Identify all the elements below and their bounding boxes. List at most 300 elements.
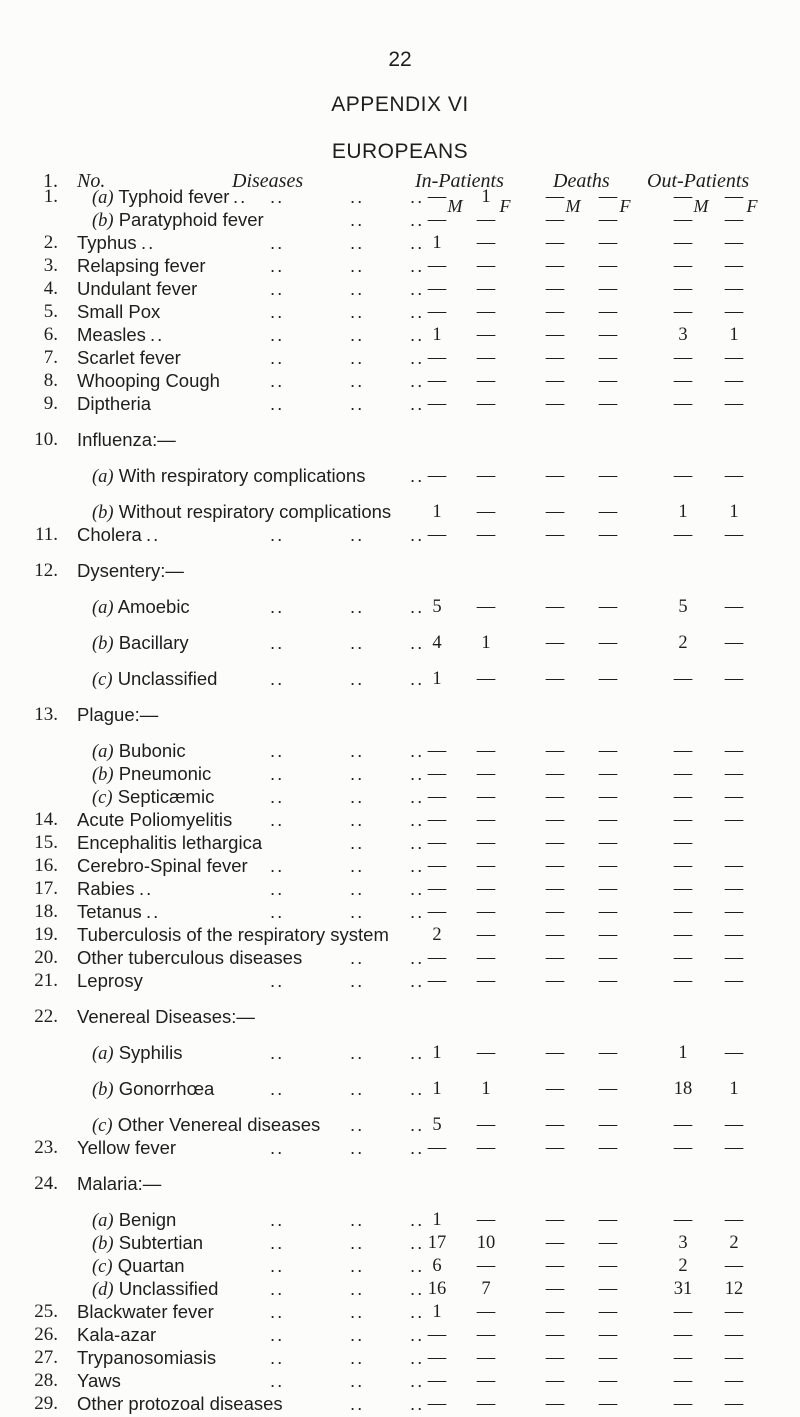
cell-deaths-f: — bbox=[598, 810, 618, 831]
leader-dot: .. bbox=[350, 763, 365, 785]
table-row bbox=[0, 968, 800, 994]
leader-dot: .. bbox=[270, 1137, 285, 1159]
cell-deaths-m: — bbox=[545, 787, 565, 808]
leader-dot: .. bbox=[350, 809, 365, 831]
row-number: 1. bbox=[43, 186, 58, 207]
leader-dot: .. bbox=[270, 878, 285, 900]
leader-dot: .. bbox=[270, 763, 285, 785]
cell-out-f: — bbox=[724, 810, 744, 831]
leader-dot: .. bbox=[270, 392, 285, 414]
cell-out-f: — bbox=[724, 209, 744, 230]
cell-in-f: — bbox=[476, 393, 496, 414]
disease-label bbox=[77, 702, 158, 728]
table-row bbox=[0, 391, 800, 417]
leader-dot: .. bbox=[350, 1042, 365, 1064]
cell-in-f: — bbox=[476, 669, 496, 690]
subcategory-marker: (c) bbox=[92, 1257, 113, 1278]
cell-deaths-f: — bbox=[598, 669, 618, 690]
cell-in-m: — bbox=[427, 301, 447, 322]
cell-out-m: — bbox=[673, 970, 693, 991]
row-number: 26. bbox=[34, 1324, 58, 1346]
disease-label bbox=[92, 594, 190, 621]
cell-deaths-f: — bbox=[598, 1233, 618, 1254]
cell-in-f: — bbox=[476, 833, 496, 854]
cell-out-m: — bbox=[673, 1138, 693, 1159]
cell-in-f: — bbox=[476, 970, 496, 991]
disease-name: Measles bbox=[77, 323, 146, 345]
disease-name: Plague:— bbox=[77, 704, 159, 726]
disease-label bbox=[77, 1135, 176, 1161]
header-diseases: Diseases bbox=[232, 170, 304, 192]
cell-deaths-m: — bbox=[545, 370, 565, 391]
table-row bbox=[0, 522, 800, 548]
cell-deaths-f: — bbox=[598, 465, 618, 486]
leader-dot: .. bbox=[141, 231, 156, 253]
disease-name: Whooping Cough bbox=[77, 369, 220, 391]
sub-in-m: M bbox=[447, 196, 463, 216]
cell-in-m: — bbox=[427, 879, 447, 900]
row-number: 19. bbox=[34, 924, 58, 945]
cell-in-m: 1 bbox=[432, 232, 442, 253]
cell-deaths-f: — bbox=[598, 1079, 618, 1100]
leader-dot: .. bbox=[350, 186, 365, 207]
leader-dot: .. bbox=[146, 901, 161, 923]
leader-dot: .. bbox=[350, 254, 365, 276]
disease-name: Cholera bbox=[77, 523, 142, 545]
cell-deaths-f: — bbox=[598, 1371, 618, 1392]
cell-in-f: — bbox=[476, 1043, 496, 1064]
disease-label bbox=[92, 666, 217, 693]
leader-dot: .. bbox=[410, 186, 425, 207]
leader-dot: .. bbox=[410, 596, 425, 617]
row-number: 21. bbox=[34, 969, 58, 991]
leader-dot: .. bbox=[350, 878, 365, 900]
disease-name: Unclassified bbox=[118, 1278, 219, 1300]
leader-dot: .. bbox=[350, 1078, 365, 1100]
leader-dot: .. bbox=[270, 186, 285, 207]
leader-dots bbox=[0, 1135, 432, 1161]
sub-deaths-m: M bbox=[565, 196, 581, 216]
cell-deaths-m: — bbox=[545, 1256, 565, 1277]
cell-in-m: — bbox=[427, 902, 447, 923]
subcategory-marker: (b) bbox=[92, 765, 114, 786]
cell-out-m: 3 bbox=[678, 1233, 688, 1254]
sub-deaths-f: F bbox=[619, 196, 631, 216]
subcategory-marker: (a) bbox=[92, 188, 114, 208]
cell-in-m: 1 bbox=[432, 501, 442, 522]
row-number: 3. bbox=[43, 254, 58, 276]
leader-dot: .. bbox=[350, 1255, 365, 1277]
leader-dot: .. bbox=[410, 1232, 425, 1254]
cell-in-m: — bbox=[427, 856, 447, 877]
row-number: 28. bbox=[34, 1370, 58, 1392]
leader-dot: .. bbox=[350, 1393, 365, 1415]
leader-dot: .. bbox=[350, 946, 365, 968]
section-title: EUROPEANS bbox=[331, 140, 469, 163]
leader-dot: .. bbox=[410, 1347, 425, 1369]
row-number: 8. bbox=[43, 369, 58, 391]
cell-in-m: — bbox=[427, 1348, 447, 1369]
row-number: 6. bbox=[43, 323, 58, 345]
cell-deaths-m: — bbox=[545, 764, 565, 785]
leader-dot: .. bbox=[270, 596, 285, 617]
leader-dot: .. bbox=[270, 1278, 285, 1300]
cell-out-m: — bbox=[673, 393, 693, 414]
cell-deaths-f: — bbox=[598, 370, 618, 391]
cell-out-m: — bbox=[673, 465, 693, 486]
cell-deaths-f: — bbox=[598, 255, 618, 276]
cell-in-f: — bbox=[476, 741, 496, 762]
leader-dot: .. bbox=[350, 323, 365, 345]
cell-out-f: — bbox=[724, 393, 744, 414]
cell-deaths-m: — bbox=[545, 278, 565, 299]
leader-dot: .. bbox=[410, 969, 425, 991]
table-row bbox=[0, 666, 800, 692]
leader-dot: .. bbox=[410, 300, 425, 322]
cell-out-f: — bbox=[724, 633, 744, 654]
disease-label bbox=[77, 968, 143, 994]
disease-name: Blackwater fever bbox=[77, 1301, 214, 1323]
cell-deaths-m: — bbox=[545, 232, 565, 253]
cell-deaths-m: — bbox=[545, 1079, 565, 1100]
cell-deaths-f: — bbox=[598, 970, 618, 991]
cell-in-f: — bbox=[476, 255, 496, 276]
disease-label bbox=[77, 427, 176, 453]
cell-deaths-f: — bbox=[598, 324, 618, 345]
cell-deaths-m: — bbox=[545, 1325, 565, 1346]
leader-dot: .. bbox=[270, 809, 285, 831]
leader-dot: .. bbox=[350, 832, 365, 854]
cell-out-m: — bbox=[673, 810, 693, 831]
cell-deaths-m: — bbox=[545, 347, 565, 368]
cell-deaths-m: — bbox=[545, 301, 565, 322]
leader-dot: .. bbox=[350, 1301, 365, 1323]
cell-in-f: — bbox=[476, 1348, 496, 1369]
cell-deaths-f: — bbox=[598, 856, 618, 877]
leader-dot: .. bbox=[350, 740, 365, 762]
cell-in-m: — bbox=[427, 810, 447, 831]
cell-in-f: — bbox=[476, 947, 496, 968]
leader-dot: .. bbox=[410, 1370, 425, 1392]
cell-deaths-m: — bbox=[545, 1394, 565, 1415]
leader-dot: .. bbox=[270, 632, 285, 654]
leader-dot: .. bbox=[270, 323, 285, 345]
table-row bbox=[0, 1040, 800, 1066]
cell-out-m: — bbox=[673, 1210, 693, 1231]
cell-deaths-f: — bbox=[598, 1348, 618, 1369]
disease-name: Quartan bbox=[117, 1255, 185, 1277]
cell-out-m: — bbox=[673, 947, 693, 968]
cell-in-f: — bbox=[476, 1394, 496, 1415]
subcategory-marker: (c) bbox=[92, 1116, 113, 1137]
leader-dot: .. bbox=[410, 523, 425, 545]
sub-out-m: M bbox=[693, 196, 709, 216]
leader-dot: .. bbox=[350, 346, 365, 368]
disease-name: Gonorrhœa bbox=[118, 1078, 215, 1100]
cell-deaths-m: — bbox=[545, 501, 565, 522]
cell-deaths-f: — bbox=[598, 187, 618, 207]
leader-dot: .. bbox=[410, 392, 425, 414]
cell-in-f: — bbox=[476, 787, 496, 808]
cell-out-m: 1 bbox=[678, 501, 688, 522]
row-number: 2. bbox=[43, 231, 58, 253]
cell-in-f: — bbox=[476, 232, 496, 253]
cell-in-f: — bbox=[476, 524, 496, 545]
cell-in-f: — bbox=[476, 301, 496, 322]
leader-dot: .. bbox=[410, 369, 425, 391]
leader-dot: .. bbox=[270, 901, 285, 923]
cell-out-f: — bbox=[724, 925, 744, 945]
cell-out-f: — bbox=[724, 1348, 744, 1369]
row-number: 17. bbox=[34, 878, 58, 900]
cell-deaths-f: — bbox=[598, 301, 618, 322]
cell-out-f: — bbox=[724, 1371, 744, 1392]
cell-deaths-f: — bbox=[598, 501, 618, 522]
cell-in-m: 5 bbox=[432, 597, 442, 617]
table-row bbox=[0, 630, 800, 656]
cell-deaths-f: — bbox=[598, 833, 618, 854]
cell-deaths-f: — bbox=[598, 1115, 618, 1136]
cell-in-f: 10 bbox=[476, 1233, 496, 1254]
leader-dot: .. bbox=[410, 346, 425, 368]
cell-deaths-f: — bbox=[598, 1138, 618, 1159]
cell-deaths-f: — bbox=[598, 1325, 618, 1346]
leader-dot: .. bbox=[350, 855, 365, 877]
leader-dot: .. bbox=[270, 1209, 285, 1231]
disease-label bbox=[92, 1076, 214, 1103]
cell-deaths-m: — bbox=[545, 810, 565, 831]
leader-dot: .. bbox=[270, 346, 285, 368]
row-number: 14. bbox=[34, 809, 58, 831]
cell-in-f: — bbox=[476, 1138, 496, 1159]
cell-in-f: — bbox=[476, 764, 496, 785]
cell-out-f: 1 bbox=[729, 1079, 739, 1100]
cell-out-m: — bbox=[673, 833, 693, 854]
leader-dot: .. bbox=[270, 1078, 285, 1100]
row-number: 25. bbox=[34, 1301, 58, 1323]
leader-dot: .. bbox=[410, 632, 425, 654]
leader-dot: .. bbox=[270, 1301, 285, 1323]
cell-out-f: — bbox=[724, 187, 744, 207]
leader-dot: .. bbox=[270, 1347, 285, 1369]
cell-in-m: — bbox=[427, 833, 447, 854]
cell-out-m: — bbox=[673, 879, 693, 900]
table-row bbox=[0, 702, 800, 728]
cell-out-m: 5 bbox=[678, 597, 688, 617]
cell-in-m: — bbox=[427, 347, 447, 368]
cell-in-f: 1 bbox=[481, 633, 491, 654]
leader-dot: .. bbox=[270, 740, 285, 762]
leader-dot: .. bbox=[410, 277, 425, 299]
cell-in-m: 4 bbox=[432, 633, 442, 654]
cell-out-m: — bbox=[673, 1115, 693, 1136]
leader-dot: .. bbox=[350, 369, 365, 391]
leader-dot: .. bbox=[410, 1042, 425, 1064]
cell-out-f: — bbox=[724, 1210, 744, 1231]
cell-out-f: — bbox=[724, 465, 744, 486]
row-number: 11. bbox=[34, 523, 58, 545]
leader-dot: .. bbox=[270, 1232, 285, 1254]
leader-dot: .. bbox=[410, 740, 425, 762]
cell-deaths-m: — bbox=[545, 1210, 565, 1231]
cell-out-f: — bbox=[724, 370, 744, 391]
sub-in-f: F bbox=[499, 196, 511, 216]
cell-deaths-m: — bbox=[545, 1115, 565, 1136]
cell-out-m: 18 bbox=[673, 1079, 693, 1100]
leader-dot: .. bbox=[350, 632, 365, 654]
cell-deaths-m: — bbox=[545, 393, 565, 414]
disease-name: Bubonic bbox=[118, 740, 186, 762]
leader-dot: .. bbox=[146, 523, 161, 545]
cell-in-m: — bbox=[427, 1138, 447, 1159]
leader-dot: .. bbox=[410, 208, 425, 230]
leader-dots bbox=[0, 594, 432, 620]
leader-dot: .. bbox=[270, 969, 285, 991]
cell-deaths-f: — bbox=[598, 393, 618, 414]
leader-dot: .. bbox=[350, 596, 365, 617]
leader-dot: .. bbox=[410, 323, 425, 345]
cell-out-f: — bbox=[724, 1394, 744, 1415]
table-row bbox=[0, 594, 800, 620]
cell-out-m: — bbox=[673, 524, 693, 545]
leader-dot: .. bbox=[350, 1370, 365, 1392]
cell-out-m: — bbox=[673, 1348, 693, 1369]
leader-dot: .. bbox=[410, 1078, 425, 1100]
disease-name: Other protozoal diseases bbox=[77, 1393, 283, 1415]
header-deaths: Deaths bbox=[553, 170, 610, 192]
cell-out-m: — bbox=[673, 741, 693, 762]
subcategory-marker: (b) bbox=[92, 1234, 114, 1255]
cell-in-m: — bbox=[427, 1394, 447, 1415]
cell-in-f: — bbox=[476, 1325, 496, 1346]
cell-out-f: — bbox=[724, 524, 744, 545]
disease-name: Paratyphoid fever bbox=[118, 208, 264, 230]
leader-dot: .. bbox=[410, 1301, 425, 1323]
cell-deaths-f: — bbox=[598, 1210, 618, 1231]
cell-out-f: — bbox=[724, 347, 744, 368]
table-row bbox=[0, 427, 800, 453]
disease-name: Septicæmic bbox=[117, 786, 215, 808]
cell-out-f: 1 bbox=[729, 324, 739, 345]
cell-in-m: 17 bbox=[427, 1233, 447, 1254]
cell-deaths-m: — bbox=[545, 209, 565, 230]
cell-out-f: — bbox=[724, 232, 744, 253]
cell-out-f: — bbox=[724, 1043, 744, 1064]
cell-out-m: — bbox=[673, 209, 693, 230]
cell-deaths-m: — bbox=[545, 925, 565, 945]
cell-deaths-m: — bbox=[545, 524, 565, 545]
row-number: 16. bbox=[34, 855, 58, 877]
leader-dot: .. bbox=[270, 369, 285, 391]
cell-in-m: — bbox=[427, 255, 447, 276]
cell-in-m: — bbox=[427, 970, 447, 991]
cell-deaths-m: — bbox=[545, 1348, 565, 1369]
disease-name: Scarlet fever bbox=[77, 346, 181, 368]
cell-deaths-f: — bbox=[598, 209, 618, 230]
cell-out-f: — bbox=[724, 669, 744, 690]
cell-deaths-m: — bbox=[545, 187, 565, 207]
cell-deaths-m: — bbox=[545, 633, 565, 654]
subcategory-marker: (a) bbox=[92, 1211, 114, 1232]
cell-in-f: — bbox=[476, 465, 496, 486]
leader-dot: .. bbox=[350, 392, 365, 414]
leader-dot: .. bbox=[350, 208, 365, 230]
row-number: 29. bbox=[34, 1393, 58, 1415]
leader-dot: .. bbox=[410, 1255, 425, 1277]
cell-deaths-m: — bbox=[545, 1302, 565, 1323]
cell-out-f: — bbox=[724, 301, 744, 322]
subcategory-marker: (b) bbox=[92, 634, 114, 655]
cell-out-m: — bbox=[673, 232, 693, 253]
cell-out-f: 12 bbox=[724, 1279, 744, 1300]
cell-out-f: — bbox=[724, 1115, 744, 1136]
table-row bbox=[0, 463, 800, 489]
cell-deaths-m: — bbox=[545, 902, 565, 923]
table-row bbox=[0, 1391, 800, 1417]
cell-in-m: — bbox=[427, 465, 447, 486]
row-number: 12. bbox=[34, 559, 58, 581]
cell-in-m: — bbox=[427, 370, 447, 391]
disease-name: Diptheria bbox=[77, 392, 152, 414]
leader-dot: .. bbox=[410, 254, 425, 276]
cell-deaths-f: — bbox=[598, 232, 618, 253]
row-number: 5. bbox=[43, 300, 58, 322]
cell-out-f: — bbox=[724, 856, 744, 877]
disease-label bbox=[92, 463, 365, 490]
subcategory-marker: (b) bbox=[92, 210, 114, 231]
leader-dot: .. bbox=[410, 946, 425, 968]
leader-dot: .. bbox=[270, 254, 285, 276]
table-row bbox=[0, 1076, 800, 1102]
cell-deaths-m: — bbox=[545, 255, 565, 276]
cell-out-f: 2 bbox=[729, 1233, 739, 1254]
cell-out-m: — bbox=[673, 902, 693, 923]
subcategory-marker: (a) bbox=[92, 598, 114, 618]
leader-dot: .. bbox=[270, 1324, 285, 1346]
cell-in-m: 1 bbox=[432, 324, 442, 345]
leader-dot: .. bbox=[270, 231, 285, 253]
header-in-patients: In-Patients bbox=[415, 170, 504, 192]
table-row bbox=[0, 558, 800, 584]
disease-name: With respiratory complications bbox=[118, 464, 366, 486]
leader-dot: .. bbox=[410, 231, 425, 253]
cell-in-m: — bbox=[427, 524, 447, 545]
cell-out-m: — bbox=[673, 1302, 693, 1323]
disease-name: Trypanosomiasis bbox=[77, 1347, 217, 1369]
header-row-number: 1. bbox=[43, 170, 58, 192]
leader-dot: .. bbox=[150, 323, 165, 345]
cell-in-m: 1 bbox=[432, 1210, 442, 1231]
table-row bbox=[0, 1135, 800, 1161]
cell-in-f: — bbox=[476, 501, 496, 522]
subcategory-marker: (b) bbox=[92, 502, 114, 523]
cell-in-m: — bbox=[427, 278, 447, 299]
leader-dot: .. bbox=[350, 1232, 365, 1254]
disease-name: Other tuberculous diseases bbox=[77, 946, 303, 968]
cell-out-f: — bbox=[724, 1256, 744, 1277]
disease-name: Tuberculosis of the respiratory system bbox=[77, 924, 389, 945]
table-row bbox=[0, 1171, 800, 1197]
disease-name: Leprosy bbox=[77, 969, 143, 991]
leader-dot: .. bbox=[350, 1114, 365, 1136]
leader-dots bbox=[0, 522, 432, 548]
disease-label bbox=[92, 1040, 182, 1067]
disease-name: Relapsing fever bbox=[77, 254, 206, 276]
leader-dot: .. bbox=[350, 1324, 365, 1346]
cell-deaths-m: — bbox=[545, 856, 565, 877]
cell-deaths-m: — bbox=[545, 1371, 565, 1392]
cell-deaths-f: — bbox=[598, 902, 618, 923]
